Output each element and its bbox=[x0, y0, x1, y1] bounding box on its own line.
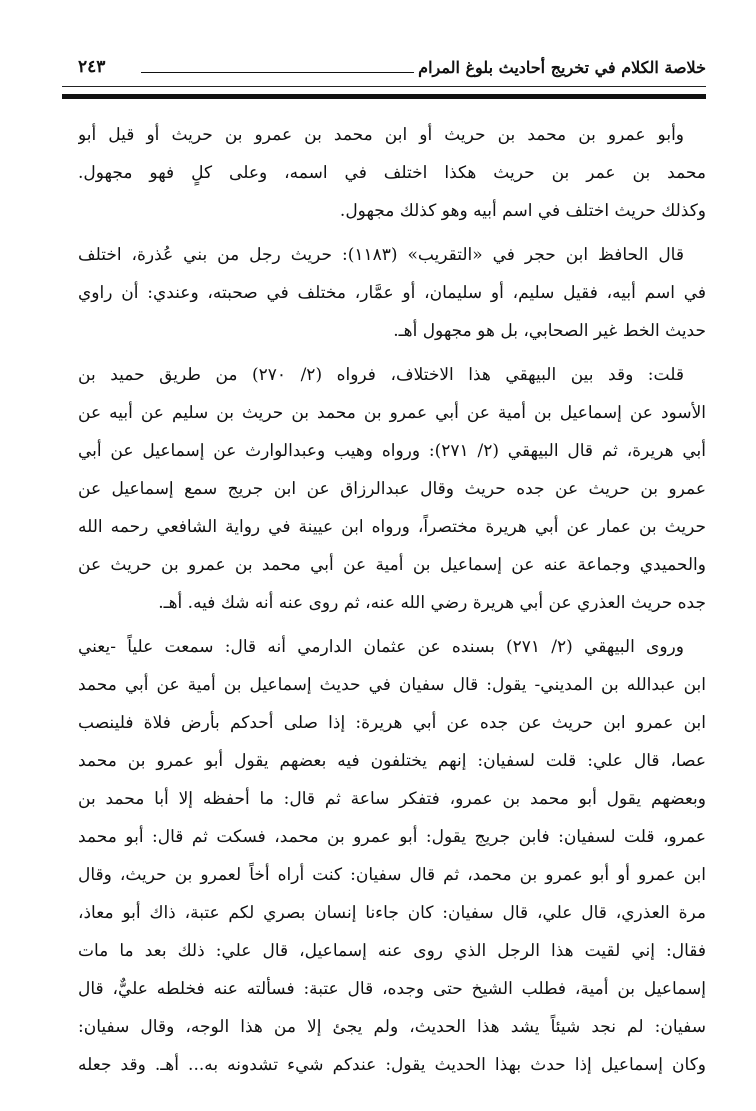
header-divider bbox=[141, 72, 414, 73]
text-line: حديث الخط غير الصحابي، بل هو مجهول أهـ. bbox=[393, 321, 706, 341]
text-line: ابن عمرو ابن حريث عن جده عن أبي هريرة: إذا صلى أحدكم بأرض فلاة فلينصب bbox=[78, 713, 706, 733]
text-line: وكان إسماعيل إذا حدث بهذا الحديث يقول: عندكم شيء تشدونه به... أهـ. وقد جعله bbox=[78, 1055, 706, 1075]
text-line: والحميدي وجماعة عنه عن إسماعيل بن أمية عن أبي محمد بن عمرو بن حريث عن bbox=[78, 555, 706, 575]
text-line: حريث بن عمار عن أبي هريرة مختصراً، ورواه ابن عيينة في رواية الشافعي رحمه الله bbox=[78, 517, 706, 537]
text-line: في اسم أبيه، فقيل سليم، أو سليمان، أو عمَّار، مختلف في صحبته، وعندي: أن راوي bbox=[78, 283, 706, 303]
text-line: ابن عمرو أو أبو عمرو بن محمد، ثم قال سفيان: كنت أراه أخاً لعمرو بن حريث، وقال bbox=[78, 865, 706, 885]
paragraph bbox=[78, 236, 706, 350]
running-title: خلاصة الكلام في تخريج أحاديث بلوغ المرام bbox=[418, 57, 706, 77]
page-body bbox=[78, 116, 706, 1090]
text-line: مرة العذري، قال علي، قال سفيان: كان جاءنا إنسان بصري لكم عتبة، ذاك أبو معاذ، bbox=[78, 903, 706, 923]
text-line: قلت: وقد بين البيهقي هذا الاختلاف، فرواه (٢/ ٢٧٠) من طريق حميد بن bbox=[78, 365, 684, 385]
text-line: وروى البيهقي (٢/ ٢٧١) بسنده عن عثمان الدارمي أنه قال: سمعت علياً -يعني bbox=[78, 637, 684, 657]
header-rule-thin bbox=[62, 86, 706, 87]
text-line: سفيان: لم نجد شيئاً يشد هذا الحديث، ولم يجئ إلا من هذا الوجه، وقال سفيان: bbox=[78, 1017, 706, 1037]
paragraph bbox=[78, 116, 706, 230]
text-line: الأسود عن إسماعيل بن أمية عن أبي عمرو بن محمد بن حريث بن سليم عن أبيه عن bbox=[78, 403, 706, 423]
text-line: وأبو عمرو بن محمد بن حريث أو ابن محمد بن عمرو بن حريث أو قيل أبو bbox=[78, 125, 684, 145]
paragraph bbox=[78, 628, 706, 1084]
text-line: عصا، قال علي: قلت لسفيان: إنهم يختلفون فيه بعضهم يقول أبو عمرو بن محمد bbox=[78, 751, 706, 771]
text-line: وبعضهم يقول أبو محمد بن عمرو، فتفكر ساعة ثم قال: ما أحفظه إلا أبا محمد بن bbox=[78, 789, 706, 809]
paragraph bbox=[78, 356, 706, 622]
text-line: إسماعيل بن أمية، فطلب الشيخ حتى وجده، قال عتبة: فسألته عنه فخلطه عليٌّ، قال bbox=[78, 979, 706, 999]
page-number: ٢٤٣ bbox=[78, 57, 106, 77]
text-line: وكذلك حريث اختلف في اسم أبيه وهو كذلك مجهول. bbox=[339, 201, 706, 221]
text-line: عمرو بن حريث عن جده حريث وقال عبدالرزاق عن ابن جريج سمع إسماعيل عن bbox=[78, 479, 706, 499]
text-line: جده حريث العذري عن أبي هريرة رضي الله عنه، ثم روى عنه أنه شك فيه. أهـ. bbox=[158, 593, 706, 613]
text-line: أبي هريرة، ثم قال البيهقي (٢/ ٢٧١): ورواه وهيب وعبدالوارث عن إسماعيل عن أبي bbox=[78, 441, 706, 461]
text-line: عمرو، قلت لسفيان: فابن جريج يقول: أبو عمرو بن محمد، فسكت ثم قال: أبو محمد bbox=[78, 827, 706, 847]
running-header bbox=[78, 52, 706, 82]
text-line: محمد بن عمر بن حريث هكذا اختلف في اسمه، وعلى كلٍ فهو مجهول. bbox=[78, 163, 706, 183]
header-rule-thick bbox=[62, 94, 706, 99]
text-line: ابن عبدالله بن المديني- يقول: قال سفيان في حديث إسماعيل بن أمية عن أبي محمد bbox=[78, 675, 706, 695]
text-line: قال الحافظ ابن حجر في «التقريب» (١١٨٣): حريث رجل من بني عُذرة، اختلف bbox=[78, 245, 684, 265]
text-line: فقال: إني لقيت هذا الرجل الذي روى عنه إسماعيل، قال علي: ذلك بعد ما مات bbox=[78, 941, 706, 961]
